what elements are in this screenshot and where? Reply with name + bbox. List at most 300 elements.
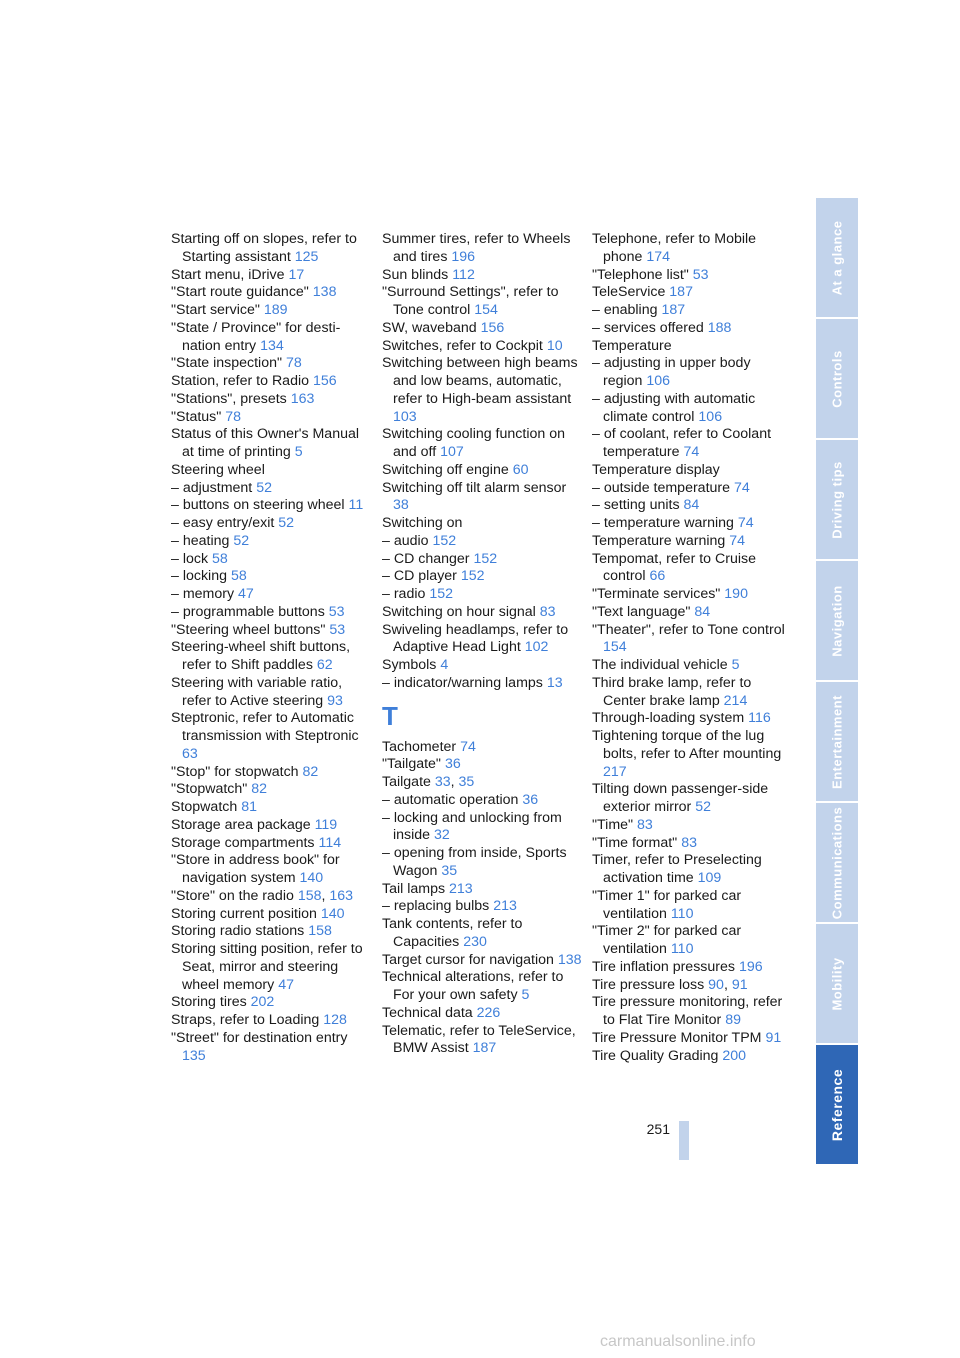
page-link[interactable]: 90 — [708, 976, 724, 993]
index-entry — [382, 604, 582, 622]
page-link[interactable]: 102 — [524, 639, 549, 656]
index-entry: Tire pressure loss 90, 91 — [592, 976, 748, 993]
entry-text: "Store in address book" for navigation system — [171, 852, 340, 886]
entry-text: – audio — [382, 532, 429, 549]
page-link[interactable]: 32 — [434, 827, 450, 844]
chapter-tab-label: Communications — [829, 806, 845, 919]
page-link[interactable]: 140 — [320, 905, 345, 922]
index-entry — [382, 231, 582, 267]
entry-text: "Status" — [171, 408, 222, 425]
entry-text: Temperature warning — [592, 532, 726, 549]
page-link[interactable]: 36 — [522, 791, 539, 808]
entry-text: "Theater", refer to Tone control — [592, 621, 785, 638]
page-link[interactable]: 35 — [458, 774, 475, 790]
index-entry — [592, 355, 792, 391]
entry-text: Tail lamps — [382, 880, 446, 897]
entry-text: – adjusting in upper body region — [592, 355, 751, 389]
index-entry — [382, 355, 582, 426]
index-entry — [171, 906, 371, 924]
index-entry — [171, 994, 371, 1012]
page-link[interactable]: 74 — [683, 444, 700, 460]
entry-text: Through-loading system — [592, 710, 745, 727]
index-entry — [171, 604, 371, 622]
page-link[interactable]: 58 — [212, 550, 228, 567]
page-link[interactable]: 163 — [290, 390, 315, 407]
page-link[interactable]: 190 — [724, 586, 748, 602]
chapter-tab[interactable] — [816, 1045, 858, 1164]
page-link[interactable]: 106 — [646, 373, 671, 389]
page-link[interactable]: 152 — [473, 550, 498, 567]
page-link[interactable]: 107 — [440, 444, 464, 460]
page-link[interactable]: 74 — [737, 515, 754, 531]
entry-text: Switching on — [382, 515, 463, 531]
entry-text: – memory — [171, 586, 235, 602]
page-link[interactable]: 189 — [263, 302, 288, 318]
page-link[interactable]: 125 — [294, 248, 319, 265]
entry-text: – CD changer — [382, 550, 470, 567]
entry-text: Symbols — [382, 657, 437, 673]
entry-text: – heating — [171, 532, 230, 549]
entry-text: "Timer 2" for parked car ventilation — [592, 923, 742, 957]
page-link[interactable]: 13 — [546, 674, 563, 691]
page-link[interactable]: 10 — [546, 337, 563, 354]
chapter-tab[interactable] — [816, 924, 858, 1043]
entry-text: "State / Province" for desti-nation entry — [171, 319, 341, 354]
entry-text: Tire Quality Grading — [592, 1047, 719, 1064]
index-entry — [171, 710, 371, 763]
page-link[interactable]: 5 — [731, 657, 740, 673]
index-entry — [171, 284, 371, 302]
entry-text: Telematic, refer to TeleService, BMW Assist — [382, 1022, 576, 1057]
page-link[interactable]: 5 — [521, 987, 530, 1003]
page-link[interactable]: 17 — [288, 266, 305, 283]
entry-text: Steering with variable ratio, refer to Active steering — [171, 674, 343, 709]
chapter-tab-label: Driving tips — [829, 460, 845, 539]
page-link[interactable]: 63 — [182, 745, 198, 762]
page-link[interactable]: 196 — [451, 248, 476, 265]
entry-text: Storage area package — [171, 816, 311, 833]
chapter-tab-label: At a glance — [829, 220, 845, 295]
page-link[interactable]: 156 — [312, 373, 337, 389]
entry-text: Tank contents, refer to Capacities — [382, 916, 523, 950]
entry-text: Storing radio stations — [171, 923, 305, 940]
index-entry — [382, 267, 582, 285]
page-link[interactable]: 11 — [348, 497, 364, 514]
index-entry — [592, 923, 792, 959]
entry-text: Target cursor for navigation — [382, 951, 554, 968]
index-entry — [382, 675, 582, 693]
index-entry — [171, 835, 371, 853]
entry-text: "Timer 1" for parked car ventilation — [592, 887, 742, 922]
entry-text: – of coolant, refer to Coolant temperature — [592, 426, 772, 460]
index-entry — [592, 817, 792, 835]
entry-text: Start menu, iDrive — [171, 266, 285, 283]
entry-text: – setting units — [592, 497, 680, 514]
page-link[interactable]: 106 — [698, 408, 723, 425]
page-link[interactable]: 213 — [449, 880, 473, 897]
index-entry — [171, 391, 371, 409]
entry-text: Summer tires, refer to Wheels and tires — [382, 231, 571, 265]
index-entry — [382, 952, 582, 970]
entry-text: "Start route guidance" — [171, 284, 309, 301]
page-link[interactable]: 83 — [539, 603, 556, 620]
page-link[interactable]: 91 — [731, 976, 748, 993]
entry-text: Station, refer to Radio — [171, 373, 310, 389]
chapter-tab[interactable] — [816, 803, 858, 922]
chapter-tab-label: Navigation — [829, 584, 845, 657]
page-link[interactable]: 187 — [472, 1040, 497, 1057]
index-entry — [382, 480, 582, 516]
index-entry — [592, 657, 792, 675]
index-entry — [171, 586, 371, 604]
index-entry — [382, 622, 582, 658]
page-link[interactable]: 114 — [318, 834, 342, 851]
page-link[interactable]: 35 — [441, 862, 458, 879]
page-link[interactable]: 187 — [661, 302, 686, 318]
entry-text: "Terminate services" — [592, 586, 721, 602]
entry-text: – buttons on steering wheel — [171, 497, 345, 514]
index-entry — [382, 1023, 582, 1059]
page-link[interactable]: 60 — [512, 461, 529, 478]
page-link[interactable]: 78 — [225, 408, 242, 425]
entry-text: Switching between high beams and low beams, automatic, refer to High-beam assistant — [382, 355, 578, 407]
page-link[interactable]: 138 — [312, 284, 337, 301]
index-column-3 — [592, 231, 792, 1065]
page-number-bar — [679, 1121, 689, 1160]
page-link[interactable]: 128 — [323, 1012, 347, 1028]
page-link[interactable]: 83 — [637, 816, 653, 833]
entry-text: – opening from inside, Sports Wagon — [382, 845, 567, 879]
page-link[interactable]: 38 — [393, 497, 409, 514]
index-entry — [171, 373, 371, 391]
entry-text: Tire pressure loss — [592, 976, 705, 993]
index-entry — [592, 852, 792, 888]
entry-text: – adjusting with automatic climate control — [592, 390, 756, 425]
index-entry — [171, 1030, 371, 1066]
index-entry — [592, 480, 792, 498]
entry-text: "Stations", presets — [171, 390, 287, 407]
index-entry — [382, 916, 582, 952]
entry-text: Tachometer — [382, 738, 457, 755]
entry-text: Timer, refer to Preselecting activation time — [592, 852, 762, 886]
entry-text: – adjustment — [171, 479, 253, 496]
entry-text: – locking and unlocking from inside — [382, 809, 562, 844]
entry-text: Switching cooling function on and off — [382, 426, 565, 460]
entry-text: – temperature warning — [592, 515, 734, 531]
entry-text: Tire Pressure Monitor TPM — [592, 1029, 762, 1046]
index-entry — [592, 835, 792, 853]
index-entry — [382, 320, 582, 338]
page-link[interactable]: 110 — [670, 941, 694, 957]
page-link[interactable]: 74 — [729, 532, 746, 549]
index-entry — [592, 781, 792, 817]
page-link[interactable]: 62 — [316, 657, 333, 673]
page-link[interactable]: 116 — [748, 710, 771, 727]
entry-text: – programmable buttons — [171, 603, 325, 620]
page-link[interactable]: 154 — [474, 302, 498, 318]
entry-text: Switching off engine — [382, 461, 509, 478]
page-link[interactable]: 47 — [278, 976, 294, 993]
index-entry — [382, 515, 582, 533]
index-entry — [592, 728, 792, 781]
page-link[interactable]: 202 — [250, 994, 275, 1011]
index-entry — [592, 462, 792, 480]
index-entry — [382, 284, 582, 320]
entry-text: Tailgate — [382, 774, 431, 790]
index-entry — [171, 923, 371, 941]
page-link[interactable]: 93 — [327, 692, 343, 709]
index-entry — [171, 480, 371, 498]
entry-text: "Text language" — [592, 603, 691, 620]
page-link[interactable]: 82 — [302, 763, 319, 780]
entry-text: Storing sitting position, refer to Seat, mirror and steering wheel memory — [171, 941, 363, 993]
page-link[interactable]: 213 — [493, 898, 517, 915]
index-entry — [171, 675, 371, 711]
entry-text: The individual vehicle — [592, 657, 728, 673]
page-link[interactable]: 158 — [297, 887, 322, 904]
page-link[interactable]: 81 — [241, 799, 257, 815]
watermark: carmanualsonline.info — [600, 1333, 756, 1350]
index-entry — [592, 533, 792, 551]
index-entry — [382, 586, 582, 604]
index-entry — [171, 320, 371, 356]
page-link[interactable]: 158 — [308, 923, 332, 940]
entry-text: Switching off tilt alarm sensor — [382, 479, 567, 496]
entry-text: "Time" — [592, 816, 634, 833]
entry-text: – enabling — [592, 302, 658, 318]
index-entry — [592, 267, 792, 285]
index-entry — [592, 284, 792, 302]
index-entry — [382, 898, 582, 916]
index-entry — [171, 799, 371, 817]
entry-text: Tilting down passenger-side exterior mirror — [592, 781, 769, 815]
index-entry — [592, 604, 792, 622]
index-entry — [592, 1030, 792, 1048]
entry-text: "Stopwatch" — [171, 781, 248, 798]
index-column-1 — [171, 231, 371, 1065]
page-link[interactable]: 214 — [723, 692, 748, 709]
index-entry — [382, 845, 582, 881]
page-link[interactable]: 84 — [683, 497, 700, 514]
entry-text: Temperature display — [592, 461, 720, 478]
page-link[interactable]: 154 — [603, 639, 627, 656]
chapter-tab[interactable] — [816, 561, 858, 680]
page-link[interactable]: 163 — [329, 887, 354, 904]
index-entry — [592, 888, 792, 924]
index-entry — [171, 231, 371, 267]
entry-text: – automatic operation — [382, 791, 519, 808]
entry-text: Technical data — [382, 1004, 473, 1021]
page-link[interactable]: 217 — [603, 763, 627, 780]
entry-text: Storage compartments — [171, 834, 315, 851]
page-link[interactable]: 91 — [765, 1029, 782, 1046]
chapter-tab[interactable] — [816, 198, 858, 317]
index-entry — [171, 302, 371, 320]
page-link[interactable]: 187 — [669, 284, 693, 301]
entry-text: – services offered — [592, 319, 704, 336]
entry-text: "Time format" — [592, 834, 678, 851]
chapter-tab[interactable] — [816, 319, 858, 438]
page-link[interactable]: 82 — [251, 781, 268, 798]
chapter-tab[interactable] — [816, 682, 858, 801]
entry-text: Swiveling headlamps, refer to Adaptive Head Light — [382, 621, 569, 656]
page-link[interactable]: 196 — [738, 958, 763, 975]
index-entry — [592, 675, 792, 711]
page-link[interactable]: 53 — [328, 603, 345, 620]
entry-text: TeleService — [592, 284, 666, 301]
entry-text: "Surround Settings", refer to Tone control — [382, 284, 559, 318]
page-link[interactable]: 83 — [681, 834, 697, 851]
index-entry: Tailgate 33, 35 — [382, 774, 475, 790]
page-link[interactable]: 52 — [278, 515, 295, 531]
index-entry — [382, 1005, 582, 1023]
page-link[interactable]: 109 — [697, 870, 722, 886]
index-entry — [382, 551, 582, 569]
index-entry — [592, 320, 792, 338]
index-entry — [171, 409, 371, 427]
page-link[interactable]: 110 — [670, 905, 694, 922]
page-link[interactable]: 135 — [182, 1047, 206, 1064]
entry-text: SW, waveband — [382, 319, 477, 336]
page-link[interactable]: 103 — [393, 408, 417, 425]
entry-text: Straps, refer to Loading — [171, 1012, 320, 1028]
page-link[interactable]: 74 — [460, 738, 476, 755]
entry-text: "Telephone list" — [592, 266, 689, 283]
entry-text: – indicator/warning lamps — [382, 674, 543, 691]
index-entry — [592, 515, 792, 533]
entry-text: Status of this Owner's Manual at time of printing — [171, 426, 360, 460]
page-link[interactable]: 156 — [480, 319, 505, 336]
entry-text: Storing tires — [171, 994, 247, 1011]
chapter-tab-label: Controls — [829, 349, 845, 408]
index-entry — [171, 568, 371, 586]
entry-text: – locking — [171, 568, 227, 585]
index-entry — [382, 533, 582, 551]
page-link[interactable]: 52 — [256, 479, 272, 496]
index-entry — [382, 462, 582, 480]
entry-text: Steptronic, refer to Automatic transmission with Steptronic — [171, 710, 359, 744]
entry-text: Temperature — [592, 337, 672, 354]
page-link[interactable]: 119 — [314, 816, 338, 833]
page-link[interactable]: 188 — [707, 319, 732, 336]
page-link[interactable]: 47 — [238, 586, 254, 602]
page-number: 251 — [646, 1121, 670, 1137]
entry-text: – outside temperature — [592, 479, 731, 496]
entry-text: – lock — [171, 550, 209, 567]
page-link[interactable]: 174 — [646, 248, 671, 265]
page-link[interactable]: 53 — [692, 266, 709, 283]
index-entry — [592, 994, 792, 1030]
entry-text: Stopwatch — [171, 799, 238, 815]
page-link[interactable]: 134 — [260, 337, 284, 354]
page-link[interactable]: 112 — [452, 266, 475, 283]
page-link[interactable]: 53 — [329, 621, 346, 638]
page-link[interactable]: 74 — [733, 479, 750, 496]
page-link[interactable]: 5 — [294, 444, 303, 460]
section-heading: T — [382, 700, 398, 731]
entry-text: Technical alterations, refer to For your own safety — [382, 969, 564, 1003]
index-entry — [592, 959, 792, 977]
page-link[interactable]: 230 — [463, 933, 487, 950]
page-link[interactable]: 226 — [476, 1004, 501, 1021]
page-link[interactable]: 52 — [695, 799, 712, 815]
index-entry — [171, 533, 371, 551]
page-link[interactable]: 152 — [460, 568, 485, 585]
entry-text: Switching on hour signal — [382, 603, 536, 620]
entry-text: "Store" on the radio — [171, 887, 294, 904]
page-link[interactable]: 4 — [440, 657, 449, 673]
page-link[interactable]: 66 — [649, 568, 666, 585]
index-entry — [382, 657, 582, 675]
chapter-tab-label: Reference — [829, 1068, 845, 1141]
page-link[interactable]: 78 — [285, 355, 302, 372]
index-entry — [592, 426, 792, 462]
index-entry — [592, 551, 792, 587]
page-link[interactable]: 152 — [432, 532, 457, 549]
entry-text: "Stop" for stopwatch — [171, 763, 299, 780]
index-entry — [592, 622, 792, 658]
entry-text: Switches, refer to Cockpit — [382, 337, 543, 354]
index-entry — [171, 497, 371, 515]
index-entry — [171, 622, 371, 640]
chapter-tab[interactable] — [816, 440, 858, 559]
index-entry — [171, 941, 371, 994]
page-link[interactable]: 36 — [444, 756, 461, 773]
index-entry — [592, 338, 792, 356]
entry-text: "Tailgate" — [382, 756, 441, 773]
index-entry — [171, 551, 371, 569]
page-link[interactable]: 152 — [429, 586, 454, 602]
page-link[interactable]: 84 — [694, 603, 711, 620]
index-entry — [171, 852, 371, 888]
index-entry — [382, 756, 582, 774]
page-link[interactable]: 200 — [722, 1047, 747, 1064]
entry-text: Starting off on slopes, refer to Starting assistant — [171, 231, 357, 265]
index-entry — [171, 639, 371, 675]
index-entry — [382, 969, 582, 1005]
index-entry — [171, 817, 371, 835]
page-link[interactable]: 138 — [557, 951, 582, 968]
entry-text: Sun blinds — [382, 266, 449, 283]
entry-text: – replacing bulbs — [382, 898, 490, 915]
entry-text: Steering-wheel shift buttons, refer to Shift paddles — [171, 639, 351, 673]
page-link[interactable]: 89 — [725, 1012, 741, 1028]
chapter-tabs — [816, 198, 858, 1166]
page-link[interactable]: 140 — [299, 870, 324, 886]
entry-text: – easy entry/exit — [171, 515, 275, 531]
chapter-tab-label: Mobility — [829, 956, 845, 1011]
page-link[interactable]: 58 — [230, 568, 247, 585]
index-entry — [171, 267, 371, 285]
index-entry — [171, 355, 371, 373]
entry-text: "Street" for destination entry — [171, 1029, 348, 1046]
entry-text: Tightening torque of the lug bolts, refer to After mounting — [592, 728, 782, 762]
index-entry — [382, 810, 582, 846]
index-entry — [171, 515, 371, 533]
entry-text: Tempomat, refer to Cruise control — [592, 550, 757, 585]
entry-text: – radio — [382, 586, 426, 602]
index-entry — [592, 391, 792, 427]
index-column-2 — [382, 231, 582, 1058]
index-entry — [382, 881, 582, 899]
index-entry — [592, 302, 792, 320]
index-entry — [171, 426, 371, 462]
index-entry — [592, 1048, 792, 1066]
entry-text: "Steering wheel buttons" — [171, 621, 326, 638]
page-link[interactable]: 33 — [434, 774, 451, 790]
page-link[interactable]: 52 — [233, 532, 250, 549]
index-entry — [382, 338, 582, 356]
